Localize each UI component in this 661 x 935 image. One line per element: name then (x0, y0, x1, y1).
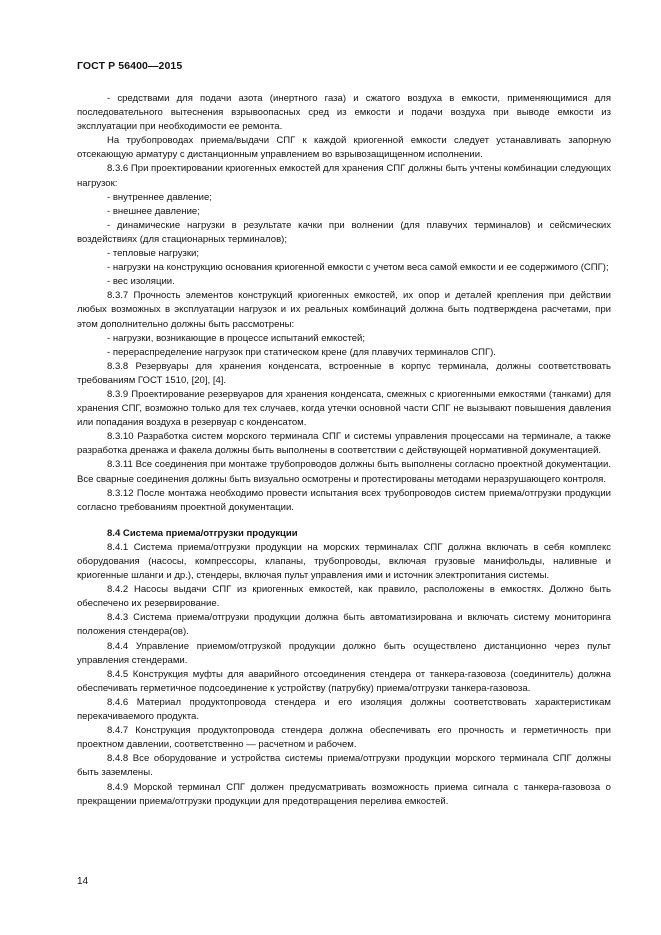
list-item: - перераспределение нагрузок при статическом крене (для плавучих терминалов СПГ). (107, 346, 496, 358)
list-item: - внутреннее давление; (107, 191, 212, 203)
paragraph: 8.3.10 Разработка систем морского терминала СПГ и системы управления процессами на терминале, а также разработка дренажа и факела должны быть выполнены в соответствии с действующей нормативной документацией. (77, 431, 611, 457)
page-body (77, 92, 611, 809)
paragraph: 8.3.8 Резервуары для хранения конденсата, встроенные в корпус терминала, должны соответствовать требованиям ГОСТ 1510, [20], [4]. (77, 360, 611, 386)
document-header: ГОСТ Р 56400—2015 (77, 60, 183, 72)
section-heading: 8.4 Система приема/отгрузки продукции (107, 527, 298, 539)
list-item: - нагрузки на конструкцию основания криогенной емкости с учетом веса самой емкости и ее содержимого (СПГ); (107, 262, 609, 274)
list-item: - нагрузки, возникающие в процессе испытаний емкостей; (107, 332, 366, 344)
paragraph: 8.3.6 При проектировании криогенных емкостей для хранения СПГ должны быть учтены комбинации следующих нагрузок: (77, 163, 611, 189)
paragraph: 8.3.7 Прочность элементов конструкций криогенных емкостей, их опор и деталей крепления при действии любых возможных в эксплуатации нагрузок и их реальных комбинаций должна быть подтверждена расчетами, при этом дополнительно должны быть рассмотрены: (77, 290, 611, 330)
paragraph: 8.4.8 Все оборудование и устройства системы приема/отгрузки продукции морского терминала СПГ должны быть заземлены. (77, 753, 611, 779)
paragraph: На трубопроводах приема/выдачи СПГ к каждой криогенной емкости следует устанавливать запорную отсекающую арматуру с дистанционным управлением во взрывозащищенном исполнении. (77, 135, 611, 161)
paragraph: 8.4.5 Конструкция муфты для аварийного отсоединения стендера от танкера-газовоза (соединитель) должна обеспечивать герметичное подсоединение к устройству (патрубку) приема/отгрузки танкера-газовоза. (77, 668, 611, 694)
paragraph: 8.3.11 Все соединения при монтаже трубопроводов должны быть выполнены согласно проектной документации. Все сварные соединения должны быть визуально осмотрены и протестированы методами неразрушающего контроля. (77, 459, 611, 485)
paragraph: 8.4.1 Система приема/отгрузки продукции на морских терминалах СПГ должна включать в себя комплекс оборудования (насосы, компрессоры, клапаны, трубопроводы, включая грузовые манифольды, наливные и криогенные шланги и др.), стендеры, включая пульт управления ими и источник электропитания системы. (77, 541, 611, 582)
paragraph: 8.3.12 После монтажа необходимо провести испытания всех трубопроводов систем приема/отгрузки продукции согласно требованиям проектной документации. (77, 487, 611, 513)
list-item: - вес изоляции. (107, 276, 175, 288)
paragraph: 8.4.7 Конструкция продуктопровода стендера должна обеспечивать его прочность и герметичность при проектном давлении, соответственно — расчетном и рабочем. (77, 725, 611, 751)
list-item: - динамические нагрузки в результате качки при волнении (для плавучих терминалов) и сейсмических воздействиях (для стационарных терминалов); (77, 219, 611, 245)
paragraph: - средствами для подачи азота (инертного газа) и сжатого воздуха в емкости, применяющимися для последовательного вытеснения взрывоопасных сред из емкости и подачи воздуха при выводе емкости из эксплуатации при необходимости ее ремонта. (77, 93, 611, 133)
paragraph: 8.4.9 Морской терминал СПГ должен предусматривать возможность приема сигнала с танкера-газовоза о прекращении приема/отгрузки продукции для предотвращения перелива емкостей. (77, 781, 611, 807)
list-item: - внешнее давление; (107, 205, 200, 217)
paragraph: 8.4.4 Управление приемом/отгрузкой продукции должно быть осуществлено дистанционно через пульт управления стендерами. (77, 640, 611, 666)
paragraph: 8.4.3 Система приема/отгрузки продукции должна быть автоматизирована и включать систему мониторинга положения стендера(ов). (77, 612, 611, 638)
page-number: 14 (77, 876, 89, 887)
paragraph: 8.4.6 Материал продуктопровода стендера и его изоляция должны соответствовать характеристикам перекачиваемого продукта. (77, 696, 611, 723)
paragraph: 8.3.9 Проектирование резервуаров для хранения конденсата, смежных с криогенными емкостями (танками) для хранения СПГ, возможно только для тех случаев, когда утечки основной части СПГ не вызывают повышения давления или попадания воздуха в резервуар с конденсатом. (77, 388, 611, 429)
list-item: - тепловые нагрузки; (107, 248, 200, 260)
paragraph: 8.4.2 Насосы выдачи СПГ из криогенных емкостей, как правило, расположены в емкостях. Должно быть обеспечено их резервирование. (77, 584, 611, 610)
